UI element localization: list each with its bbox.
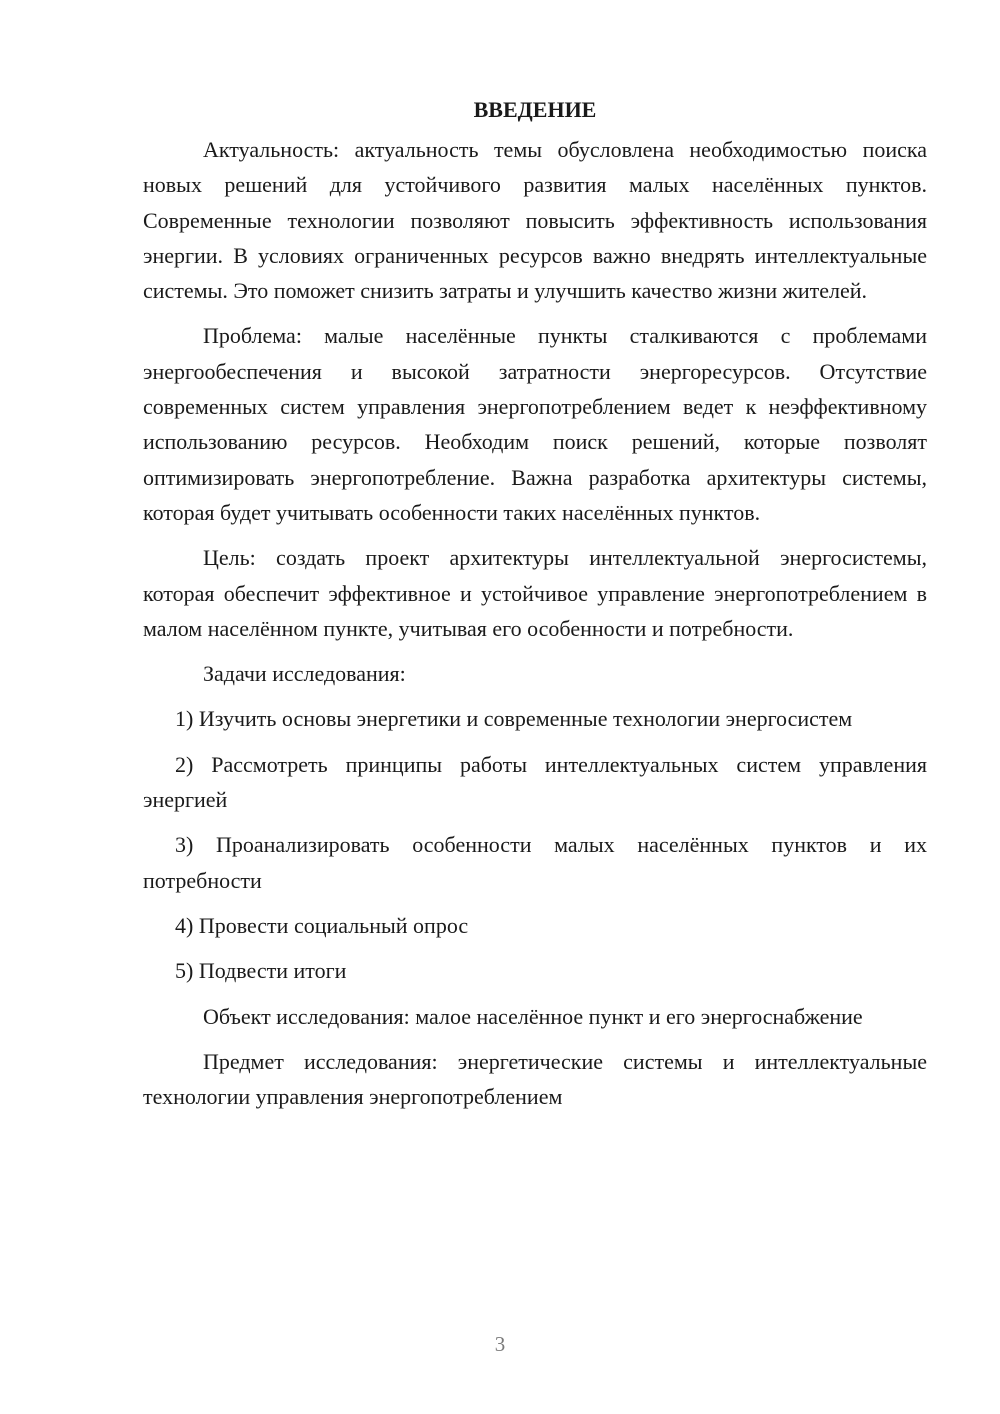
object-paragraph: Объект исследования: малое населённое пункт и его энергоснабжение <box>203 1003 863 1029</box>
document-title: ВВЕДЕНИЕ <box>473 97 597 122</box>
task-item-5: 5) Подвести итоги <box>175 958 347 984</box>
task-item-3: 3) Проанализировать особенности малых населённых пунктов и их потребности <box>143 832 927 893</box>
task-item-4: 4) Провести социальный опрос <box>175 912 469 938</box>
tasks-heading: Задачи исследования: <box>203 661 406 687</box>
goal-paragraph: Цель: создать проект архитектуры интеллектуальной энергосистемы, которая обеспечит эффективное и устойчивое управление энергопотреблением в малом населённом пункте, учитывая его особенности и потребности. <box>143 545 927 641</box>
task-item-2: 2) Рассмотреть принципы работы интеллектуальных систем управления энергией <box>143 751 927 813</box>
page-number: 3 <box>494 1332 506 1356</box>
document-page <box>143 92 927 1124</box>
subject-paragraph: Предмет исследования: энергетические системы и интеллектуальные технологии управления энергопотреблением <box>143 1048 927 1110</box>
problem-paragraph: Проблема: малые населённые пункты сталкиваются с проблемами энергообеспечения и высокой затратности энергоресурсов. Отсутствие современных систем управления энергопотреблением ведет к неэффективному использованию ресурсов. Необходим поиск решений, которые позволят оптимизировать энергопотребление. Важна разработка архитектуры системы, которая будет учитывать особенности таких населённых пунктов. <box>143 323 927 525</box>
relevance-paragraph: Актуальность: актуальность темы обусловлена необходимостью поиска новых решений для устойчивого развития малых населённых пунктов. Современные технологии позволяют повысить эффективность использования энергии. В условиях ограниченных ресурсов важно внедрять интеллектуальные системы. Это поможет снизить затраты и улучшить качество жизни жителей. <box>143 137 927 304</box>
task-item-1: 1) Изучить основы энергетики и современные технологии энергосистем <box>175 706 853 732</box>
